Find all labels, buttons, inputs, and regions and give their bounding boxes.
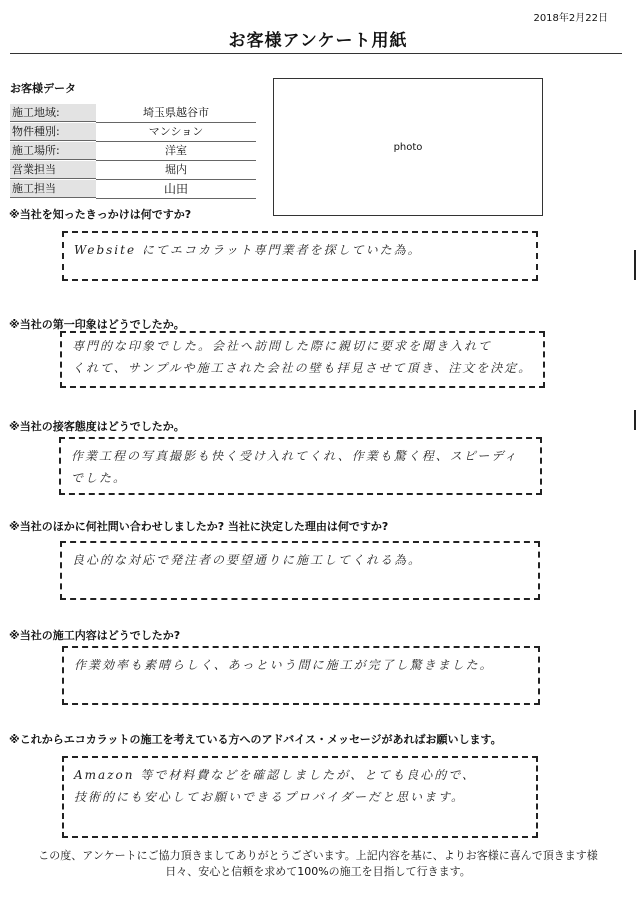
row-label: 物件種別: [10,123,96,141]
answer-line: 技術的にも安心してお願いできるプロバイダーだと思います。 [74,790,466,804]
row-label: 施工場所: [10,142,96,160]
answer-line: 作業効率も素晴らしく、あっという間に施工が完了し驚きました。 [74,658,494,672]
answer-line: 専門的な印象でした。会社へ訪問した際に親切に要求を聞き入れて [72,339,493,353]
customer-row-location [10,142,256,161]
row-label: 営業担当 [10,161,96,179]
row-label: 施工地域: [10,104,96,122]
customer-row-area [10,104,256,123]
answer-line: 作業工程の写真撮影も快く受け入れてくれ、作業も驚く程、スピーディでした。 [71,449,519,485]
question-3: ※当社の接客態度はどうでしたか。 [9,420,185,433]
row-value: 埼玉県越谷市 [96,104,256,123]
question-4: ※当社のほかに何社問い合わせしましたか? 当社に決定した理由は何ですか? [9,520,389,533]
row-label: 施工担当 [10,180,96,198]
footer-line: 日々、安心と信頼を求めて100%の施工を目指して行きます。 [165,865,471,878]
row-value: 洋室 [96,142,256,161]
row-value: 山田 [96,180,256,199]
question-5: ※当社の施工内容はどうでしたか? [9,629,181,642]
page-title: お客様アンケート用紙 [228,31,408,51]
answer-line: 良心的な対応で発注者の要望通りに施工してくれる為。 [72,553,423,567]
answer-line: くれて、サンプルや施工された会社の壁も拝見させて頂き、注文を決定。 [72,361,533,375]
footer-line: この度、アンケートにご協力頂きましてありがとうございます。上記内容を基に、よりお客様に喜んで頂きます様 [38,849,598,862]
customer-data-heading: お客様データ [10,82,76,95]
row-value: 堀内 [96,161,256,180]
row-value: マンション [96,123,256,142]
customer-row-sales-rep [10,161,256,180]
question-6: ※これからエコカラットの施工を考えている方へのアドバイス・メッセージがあればお願いします。 [9,733,502,746]
answer-box-6 [62,756,538,838]
answer-line: Website にてエコカラット専門業者を探していた為。 [74,243,422,257]
title-underline [10,53,622,54]
answer-box-1 [62,231,538,281]
question-1: ※当社を知ったきっかけは何ですか? [9,208,192,221]
customer-row-property-type [10,123,256,142]
question-2: ※当社の第一印象はどうでしたか。 [9,318,185,331]
photo-label: photo [393,141,423,153]
customer-row-installer [10,180,256,199]
footer-message [0,848,636,880]
answer-box-5 [62,646,540,705]
survey-date: 2018年2月22日 [533,13,608,24]
photo-placeholder [273,78,543,216]
answer-box-2 [60,331,545,388]
answer-box-3 [59,437,542,495]
answer-line: Amazon 等で材料費などを確認しましたが、とても良心的で、 [74,768,477,782]
answer-box-4 [60,541,540,600]
